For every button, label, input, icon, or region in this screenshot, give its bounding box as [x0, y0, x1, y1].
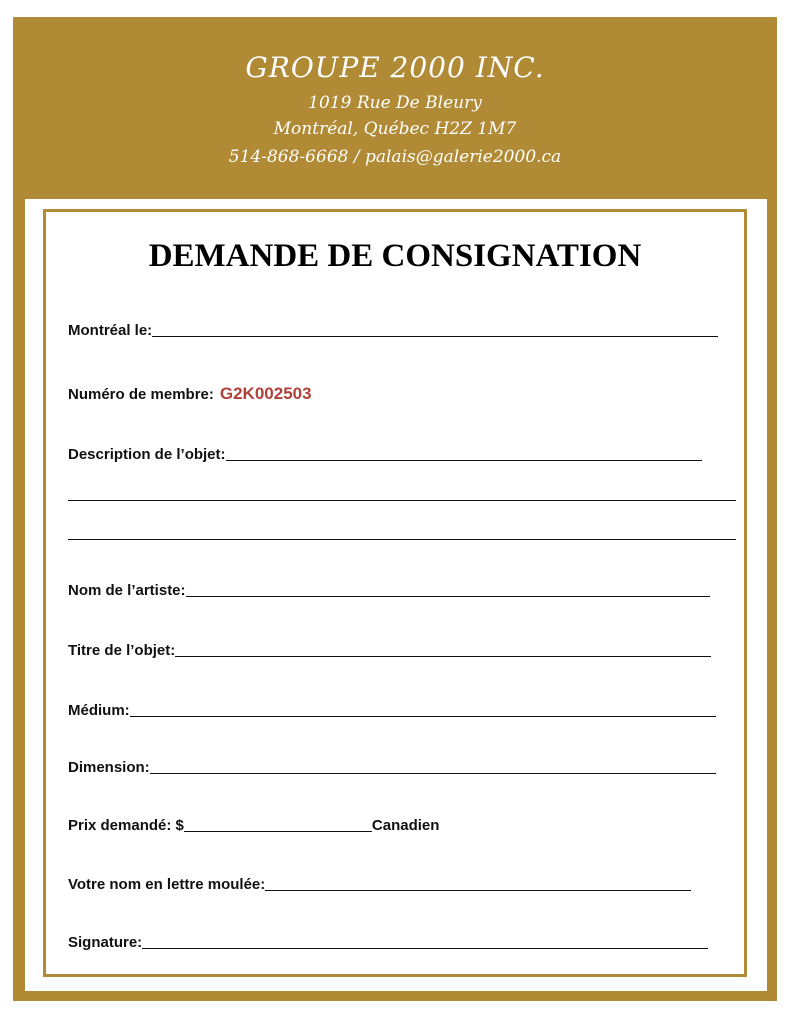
signature-label: Signature:	[68, 934, 143, 951]
date-row	[68, 322, 718, 340]
description-label: Description de l’objet:	[68, 446, 226, 463]
dimension-row	[68, 759, 716, 777]
medium-field[interactable]	[130, 716, 716, 717]
name-row	[68, 876, 691, 894]
date-field[interactable]	[152, 336, 718, 337]
price-field[interactable]	[184, 831, 372, 832]
member-number: G2K002503	[219, 384, 312, 403]
artist-field[interactable]	[186, 596, 710, 597]
medium-row	[68, 702, 716, 720]
object-title-row	[68, 642, 711, 660]
date-label: Montréal le:	[68, 322, 153, 339]
name-field[interactable]	[265, 890, 691, 891]
description-field[interactable]	[226, 460, 702, 461]
form-panel	[25, 199, 767, 991]
description-row	[68, 446, 702, 464]
member-row	[68, 384, 312, 404]
signature-row	[68, 934, 708, 952]
dimension-label: Dimension:	[68, 759, 150, 776]
price-currency: Canadien	[371, 817, 440, 834]
member-label: Numéro de membre:	[68, 386, 214, 403]
price-label: Prix demandé: $	[68, 817, 184, 834]
description-line-3[interactable]	[68, 539, 736, 540]
contact-info: 514-868-6668 / palais@galerie2000.ca	[228, 147, 562, 167]
price-row	[68, 817, 439, 835]
letterhead	[13, 17, 777, 199]
form-title: DEMANDE DE CONSIGNATION	[148, 238, 642, 274]
object-title-label: Titre de l’objet:	[68, 642, 176, 659]
medium-label: Médium:	[68, 702, 130, 719]
address-street: 1019 Rue De Bleury	[308, 93, 482, 113]
name-label: Votre nom en lettre moulée:	[68, 876, 266, 893]
form-sheet	[13, 17, 777, 1001]
dimension-field[interactable]	[150, 773, 716, 774]
address-city: Montréal, Québec H2Z 1M7	[273, 119, 517, 139]
description-line-2[interactable]	[68, 500, 736, 501]
object-title-field[interactable]	[175, 656, 711, 657]
form-frame	[43, 209, 747, 977]
artist-label: Nom de l’artiste:	[68, 582, 186, 599]
signature-field[interactable]	[142, 948, 708, 949]
company-name: GROUPE 2000 INC.	[245, 51, 545, 84]
artist-row	[68, 582, 710, 600]
